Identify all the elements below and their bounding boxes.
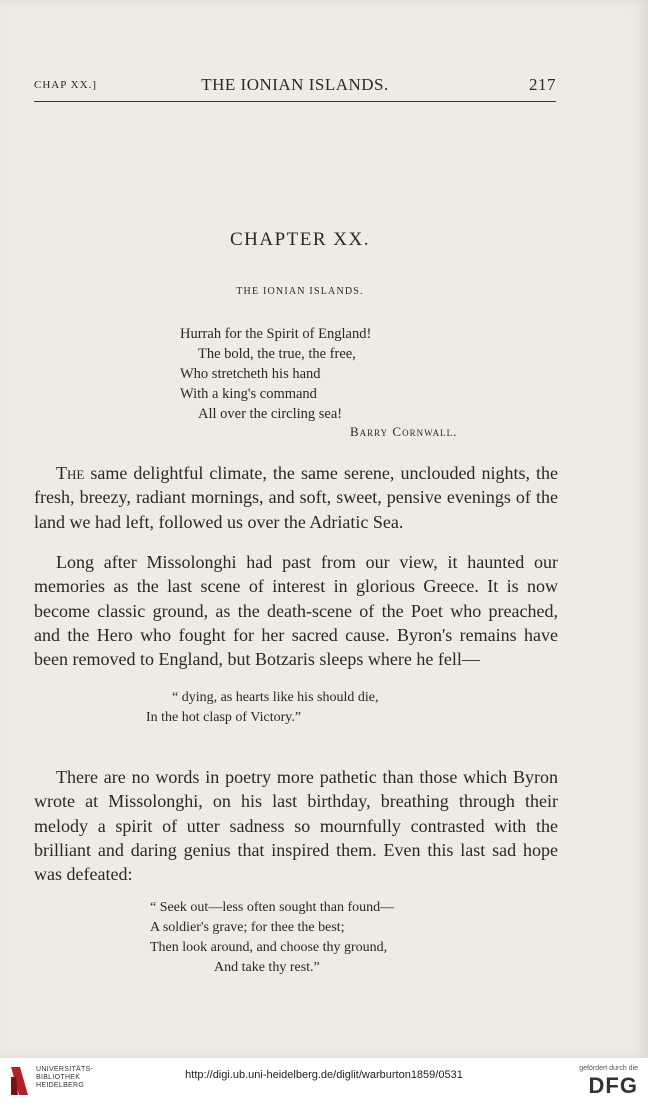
quote-line: In the hot clasp of Victory.”: [146, 710, 302, 725]
epigraph-line: Hurrah for the Spirit of England!: [180, 326, 372, 342]
page-number: 217: [529, 75, 556, 94]
running-title: THE IONIAN ISLANDS.: [201, 75, 389, 94]
quote-line: A soldier's grave; for thee the best;: [150, 920, 345, 935]
epigraph-line: With a king's command: [180, 386, 317, 402]
paragraph-2: Long after Missolonghi had past from our view, it haunted our memories as the last scene of interest in glorious Greece. It is now become classic ground, as the death-scene of the Poet who preached, and the Hero who fought for her sacred cause. Byron's remains have been removed to England, but Botzaris sleeps where he fell—: [34, 552, 558, 670]
dfg-logo: DFG: [588, 1073, 638, 1098]
paragraph-1-text: same delightful climate, the same serene, unclouded nights, the fresh, breezy, radiant mornings, and soft, sweet, pensive evenings of the land we had left, followed us over the Adriatic Sea.: [34, 463, 559, 532]
funded-by-label: gefördert durch die: [579, 1065, 638, 1072]
quote-2: [150, 898, 394, 978]
paragraph-1: [34, 461, 558, 534]
library-line: UNIVERSITÄTS-: [36, 1066, 94, 1073]
epigraph-line: All over the circling sea!: [198, 406, 343, 422]
quote-line: “ Seek out—less often sought than found—: [150, 900, 395, 915]
chapter-reference: CHAP XX.]: [34, 79, 97, 91]
epigraph-line: The bold, the true, the free,: [198, 346, 356, 362]
quote-line: Then look around, and choose thy ground,: [150, 940, 388, 955]
library-line: BIBLIOTHEK: [36, 1074, 81, 1081]
paragraph-1-opening: The: [56, 463, 85, 483]
chapter-subtitle: THE IONIAN ISLANDS.: [236, 286, 364, 297]
permalink[interactable]: http://digi.ub.uni-heidelberg.de/diglit/warburton1859/0531: [185, 1069, 463, 1081]
paragraph-3: There are no words in poetry more pathetic than those which Byron wrote at Missolonghi, on his last birthday, breathing through their melody a spirit of utter sadness so mournfully contrasted with the brilliant and daring genius that inspired them. Even this last sad hope was defeated:: [34, 767, 558, 885]
library-line: HEIDELBERG: [36, 1082, 85, 1089]
epigraph-line: Who stretcheth his hand: [180, 366, 321, 382]
quote-line: “ dying, as hearts like his should die,: [172, 690, 379, 705]
chapter-title: CHAPTER XX.: [229, 229, 370, 250]
header-rule: [34, 101, 556, 102]
epigraph: [180, 324, 371, 424]
digitization-footer: [0, 1058, 648, 1105]
quote-line: And take thy rest.”: [214, 960, 320, 975]
quote-1: [146, 688, 378, 728]
epigraph-attribution: Barry Cornwall.: [350, 424, 458, 439]
running-header: [34, 75, 556, 99]
